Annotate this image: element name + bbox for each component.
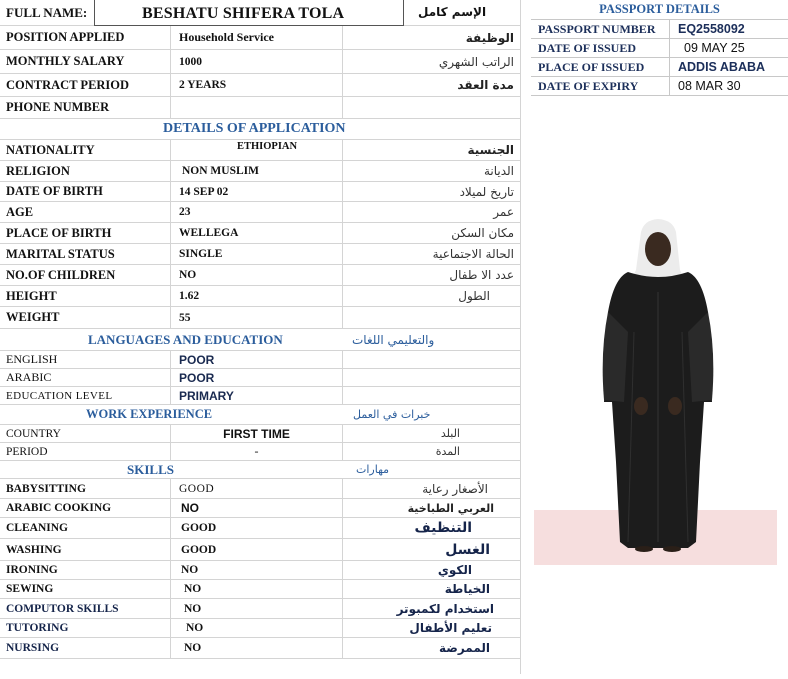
- tutoring-value: NO: [170, 619, 342, 637]
- skills-title-arabic: مهارات: [356, 463, 390, 476]
- row-arabic-cooking: [0, 499, 520, 518]
- tutoring-arabic: تعليم الأطفال: [342, 619, 520, 637]
- pob-value: WELLEGA: [170, 223, 342, 243]
- cleaning-arabic: التنظيف: [342, 518, 520, 538]
- row-country: [0, 425, 520, 443]
- full-name-arabic: الإسم كامل: [418, 5, 487, 19]
- english-value: POOR: [170, 351, 342, 368]
- contract-label: CONTRACT PERIOD: [6, 77, 130, 92]
- full-name-value: BESHATU SHIFERA TOLA: [142, 5, 345, 22]
- row-education-level: [0, 387, 520, 405]
- row-computer-skills: [0, 599, 520, 619]
- computer-skills-value: NO: [170, 599, 342, 618]
- babysitting-value: GOOD: [170, 479, 342, 498]
- height-value: 1.62: [170, 286, 342, 306]
- place-issued-value: ADDIS ABABA: [669, 58, 765, 76]
- nationality-value: ETHIOPIAN: [170, 140, 342, 160]
- skills-title: SKILLS: [127, 461, 174, 477]
- period-label: PERIOD: [6, 445, 48, 458]
- marital-arabic: الحالة الاجتماعية: [342, 244, 520, 264]
- pob-label: PLACE OF BIRTH: [6, 225, 112, 240]
- contract-arabic: مدة العقد: [342, 74, 520, 96]
- row-ironing: [0, 561, 520, 580]
- dob-value: 14 SEP 02: [170, 182, 342, 201]
- salary-label: MONTHLY SALARY: [6, 54, 125, 68]
- languages-title-arabic: والتعليمي اللغات: [352, 332, 435, 347]
- phone-arabic: [342, 97, 520, 118]
- religion-arabic: الديانة: [342, 161, 520, 181]
- arabic-empty: [342, 369, 520, 386]
- column-divider: [520, 0, 521, 674]
- position-arabic: الوظيفة: [342, 26, 520, 49]
- date-issued-value: 09 MAY 25: [669, 39, 745, 57]
- passport-title: PASSPORT DETAILS: [599, 2, 720, 16]
- sewing-arabic: الخياطة: [342, 580, 520, 598]
- weight-label: WEIGHT: [6, 310, 60, 324]
- dob-label: DATE OF BIRTH: [6, 184, 103, 198]
- work-title: WORK EXPERIENCE: [86, 407, 213, 421]
- work-section-header: [0, 405, 520, 425]
- religion-label: RELIGION: [6, 163, 70, 178]
- washing-value: GOOD: [170, 539, 342, 560]
- english-label: ENGLISH: [6, 352, 58, 366]
- row-nursing: [0, 638, 520, 659]
- full-name-label: FULL NAME:: [6, 5, 88, 20]
- children-value: NO: [170, 265, 342, 285]
- age-value: 23: [170, 202, 342, 222]
- ironing-arabic: الكوي: [342, 561, 520, 579]
- position-value: Household Service: [170, 26, 342, 49]
- period-arabic: المدة: [342, 443, 520, 460]
- place-issued-label: PLACE OF ISSUED: [538, 59, 645, 74]
- babysitting-arabic: الأصغار رعاية: [342, 479, 520, 498]
- children-arabic: عدد الا طفال: [342, 265, 520, 285]
- english-empty: [342, 351, 520, 368]
- washing-arabic: الغسل: [342, 539, 520, 560]
- height-label: HEIGHT: [6, 288, 57, 303]
- nursing-arabic: الممرضة: [342, 638, 520, 658]
- education-label: EDUCATION LEVEL: [6, 389, 113, 402]
- row-place-of-birth: [0, 223, 520, 244]
- passport-row-place-issued: [531, 58, 788, 77]
- cleaning-value: GOOD: [170, 518, 342, 538]
- babysitting-label: BABYSITTING: [6, 482, 86, 495]
- country-label: COUNTRY: [6, 427, 61, 440]
- row-period: [0, 443, 520, 461]
- weight-arabic: [342, 307, 520, 328]
- date-expiry-label: DATE OF EXPIRY: [538, 78, 639, 93]
- row-monthly-salary: [0, 50, 520, 74]
- marital-value: SINGLE: [170, 244, 342, 264]
- phone-label: PHONE NUMBER: [6, 100, 110, 114]
- country-value: FIRST TIME: [170, 425, 342, 442]
- sewing-value: NO: [170, 580, 342, 598]
- nursing-label: NURSING: [6, 642, 60, 654]
- passport-number-value: EQ2558092: [669, 20, 745, 38]
- skills-section-header: [0, 461, 520, 479]
- row-washing: [0, 539, 520, 561]
- education-empty: [342, 387, 520, 404]
- date-issued-label: DATE OF ISSUED: [538, 40, 637, 55]
- row-sewing: [0, 580, 520, 599]
- work-title-arabic: خبرات في العمل: [353, 408, 431, 421]
- height-arabic: الطول: [342, 286, 520, 306]
- computer-skills-label: COMPUTOR SKILLS: [6, 602, 119, 615]
- row-nationality: [0, 140, 520, 161]
- nursing-value: NO: [170, 638, 342, 658]
- arabic-value: POOR: [170, 369, 342, 386]
- weight-value: 55: [170, 307, 342, 328]
- sewing-label: SEWING: [6, 583, 54, 595]
- row-contract-period: [0, 74, 520, 97]
- passport-number-label: PASSPORT NUMBER: [538, 21, 656, 36]
- religion-value: NON MUSLIM: [170, 161, 342, 181]
- salary-value: 1000: [170, 50, 342, 73]
- passport-row-number: [531, 20, 788, 39]
- row-height: [0, 286, 520, 307]
- row-weight: [0, 307, 520, 329]
- age-label: AGE: [6, 204, 34, 219]
- computer-skills-arabic: استخدام لكمبوتر: [342, 599, 520, 618]
- position-label: POSITION APPLIED: [6, 30, 125, 44]
- arabic-cooking-arabic: العربي الطباخية: [342, 499, 520, 517]
- languages-title: LANGUAGES AND EDUCATION: [88, 331, 283, 347]
- pob-arabic: مكان السكن: [342, 223, 520, 243]
- row-babysitting: [0, 479, 520, 499]
- dob-arabic: تاريخ لميلاد: [342, 182, 520, 201]
- cleaning-label: CLEANING: [6, 522, 68, 534]
- row-english: [0, 351, 520, 369]
- ironing-value: NO: [170, 561, 342, 579]
- row-number-of-children: [0, 265, 520, 286]
- contract-value: 2 YEARS: [170, 74, 342, 96]
- nationality-label: NATIONALITY: [6, 142, 95, 157]
- applicant-photo: [524, 102, 788, 674]
- age-arabic: عمر: [342, 202, 520, 222]
- arabic-cooking-value: NO: [170, 499, 342, 517]
- salary-arabic: الراتب الشهري: [342, 50, 520, 73]
- passport-row-date-expiry: [531, 77, 788, 96]
- education-value: PRIMARY: [170, 387, 342, 404]
- row-marital-status: [0, 244, 520, 265]
- tutoring-label: TUTORING: [6, 622, 69, 634]
- ironing-label: IRONING: [6, 564, 58, 576]
- languages-section-header: [0, 329, 520, 351]
- phone-value: [170, 97, 342, 118]
- arabic-label: ARABIC: [6, 370, 52, 384]
- passport-row-date-issued: [531, 39, 788, 58]
- nationality-arabic: الجنسية: [342, 140, 520, 160]
- row-position-applied: [0, 26, 520, 50]
- date-expiry-value: 08 MAR 30: [669, 77, 741, 95]
- row-religion: [0, 161, 520, 182]
- arabic-cooking-label: ARABIC COOKING: [6, 502, 112, 514]
- row-arabic: [0, 369, 520, 387]
- period-value: -: [170, 443, 342, 460]
- children-label: NO.OF CHILDREN: [6, 267, 116, 282]
- row-tutoring: [0, 619, 520, 638]
- marital-label: MARITAL STATUS: [6, 246, 115, 261]
- row-date-of-birth: [0, 182, 520, 202]
- full-name-row: [0, 0, 520, 26]
- row-phone-number: [0, 97, 520, 119]
- details-section-header: [0, 119, 520, 140]
- details-title: DETAILS OF APPLICATION: [163, 121, 346, 136]
- row-age: [0, 202, 520, 223]
- row-cleaning: [0, 518, 520, 539]
- applicant-photo-image: [524, 102, 788, 674]
- country-arabic: البلد: [342, 425, 520, 442]
- washing-label: WASHING: [6, 543, 62, 556]
